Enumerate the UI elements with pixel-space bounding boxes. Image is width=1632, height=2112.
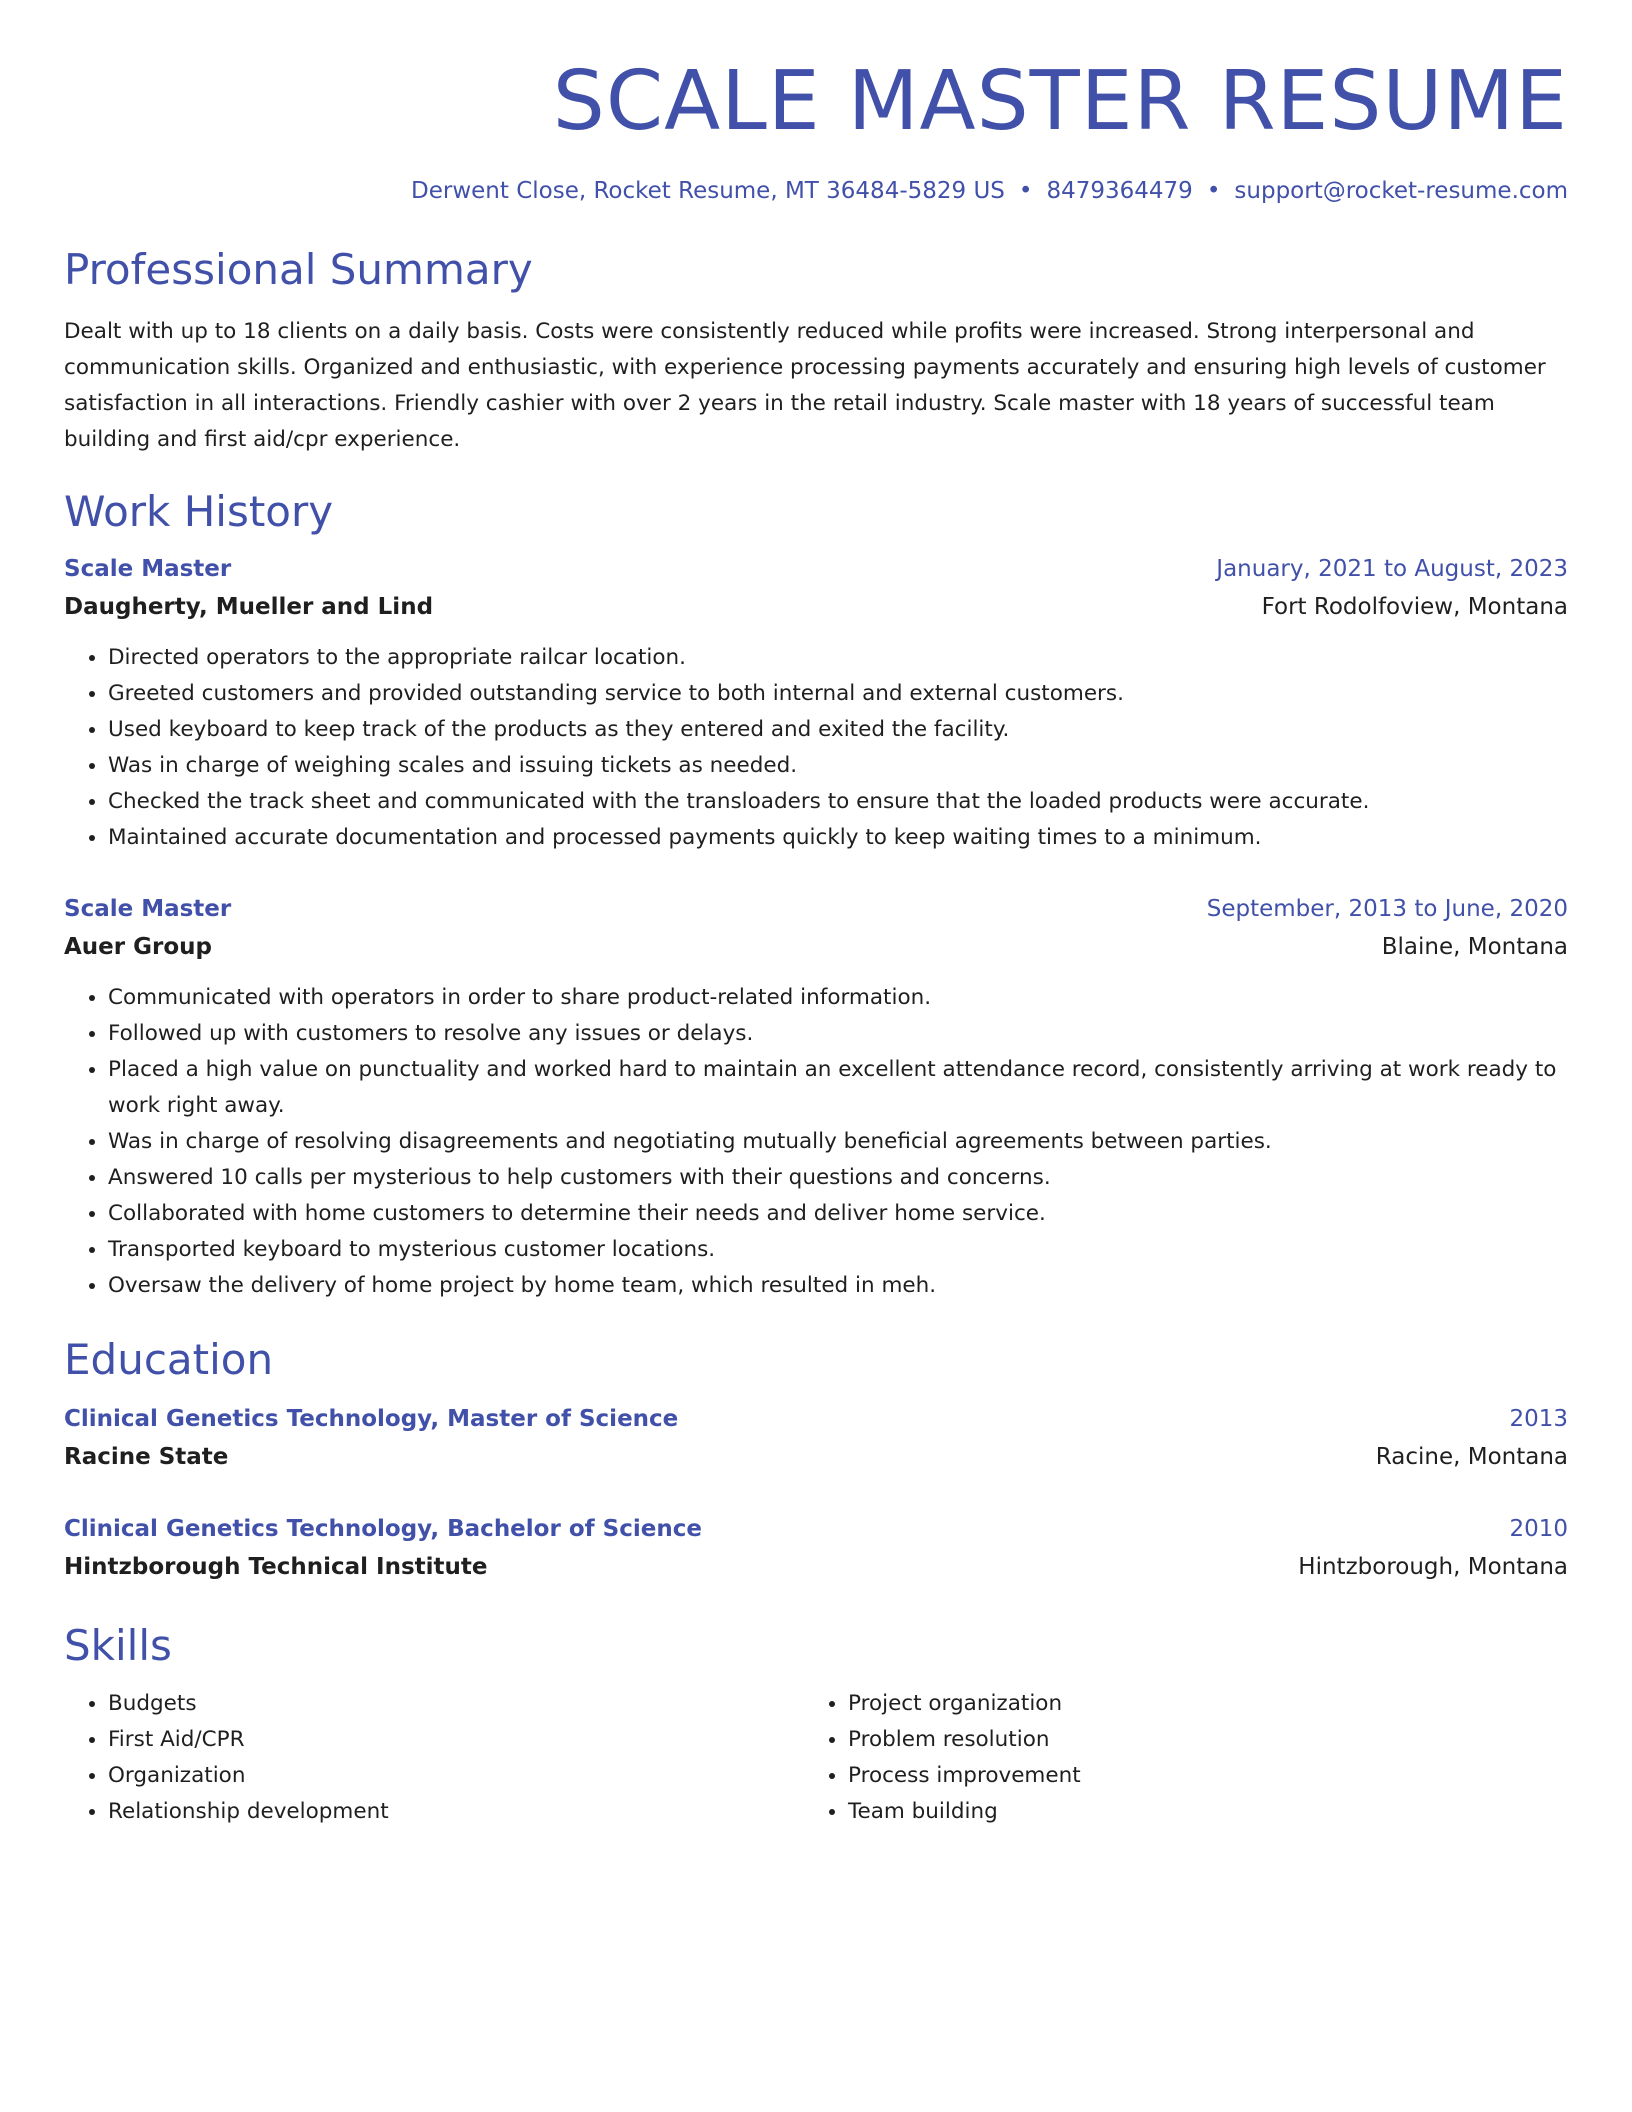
skill-item: • Relationship development — [108, 1794, 804, 1830]
section-title-skills: Skills — [64, 1621, 172, 1670]
job-entry — [64, 890, 1568, 1304]
contact-separator: • — [1018, 178, 1033, 204]
job-company: Daugherty, Mueller and Lind — [64, 594, 434, 620]
contact-email: support@rocket-resume.com — [1234, 178, 1568, 204]
job-bullet: • Transported keyboard to mysterious customer locations. — [108, 1232, 1568, 1268]
job-bullet: • Communicated with operators in order to share product-related information. — [108, 980, 1568, 1016]
job-bullet: • Maintained accurate documentation and processed payments quickly to keep waiting times to a minimum. — [108, 820, 1568, 856]
skill-item: • Budgets — [108, 1686, 804, 1722]
contact-line — [64, 176, 1568, 206]
skill-item: • Team building — [848, 1794, 1544, 1830]
job-company: Auer Group — [64, 934, 212, 960]
job-bullet: • Was in charge of weighing scales and issuing tickets as needed. — [108, 748, 1568, 784]
job-bullet: • Placed a high value on punctuality and worked hard to maintain an excellent attendance record, consistently arriving at work ready to work right away. — [108, 1052, 1568, 1124]
job-bullets — [64, 980, 1568, 1304]
skills-column-left — [64, 1686, 804, 1830]
education-location: Racine, Montana — [1375, 1444, 1568, 1470]
skill-item: • Problem resolution — [848, 1722, 1544, 1758]
job-bullet: • Checked the track sheet and communicated with the transloaders to ensure that the loaded products were accurate. — [108, 784, 1568, 820]
job-bullet: • Answered 10 calls per mysterious to help customers with their questions and concerns. — [108, 1160, 1568, 1196]
job-role: Scale Master — [64, 896, 232, 922]
skill-item: • Project organization — [848, 1686, 1544, 1722]
resume-page — [64, 0, 1568, 1830]
job-dates: January, 2021 to August, 2023 — [1216, 556, 1568, 582]
resume-name: SCALE MASTER RESUME — [552, 54, 1568, 149]
education-entry — [64, 1510, 1568, 1586]
education-school: Racine State — [64, 1444, 229, 1470]
education-entry — [64, 1400, 1568, 1476]
education-year: 2010 — [1509, 1516, 1568, 1542]
job-bullet: • Directed operators to the appropriate railcar location. — [108, 640, 1568, 676]
skills-column-right — [804, 1686, 1544, 1830]
job-bullet: • Collaborated with home customers to determine their needs and deliver home service. — [108, 1196, 1568, 1232]
job-bullet: • Greeted customers and provided outstanding service to both internal and external customers. — [108, 676, 1568, 712]
section-title-education: Education — [64, 1335, 274, 1384]
contact-address: Derwent Close, Rocket Resume, MT 36484-5829 US — [411, 178, 1005, 204]
contact-separator: • — [1206, 178, 1221, 204]
job-dates: September, 2013 to June, 2020 — [1206, 896, 1568, 922]
skills-list — [64, 1686, 1568, 1830]
summary-text: Dealt with up to 18 clients on a daily basis. Costs were consistently reduced while profits were increased. Strong interpersonal and communication skills. Organized and enthusiastic, with experience processing payments accurately and ensuring high levels of customer satisfaction in all interactions. Friendly cashier with over 2 years in the retail industry. Scale master with 18 years of successful team building and first aid/cpr experience. — [64, 319, 1546, 452]
job-role: Scale Master — [64, 556, 232, 582]
education-degree: Clinical Genetics Technology, Bachelor of Science — [64, 1516, 702, 1542]
education-degree: Clinical Genetics Technology, Master of Science — [64, 1406, 679, 1432]
education-school: Hintzborough Technical Institute — [64, 1554, 488, 1580]
section-title-summary: Professional Summary — [64, 245, 533, 294]
job-bullet: • Was in charge of resolving disagreements and negotiating mutually beneficial agreements between parties. — [108, 1124, 1568, 1160]
job-bullets — [64, 640, 1568, 856]
job-location: Fort Rodolfoview, Montana — [1261, 594, 1568, 620]
skill-item: • First Aid/CPR — [108, 1722, 804, 1758]
education-year: 2013 — [1509, 1406, 1568, 1432]
job-bullet: • Oversaw the delivery of home project by home team, which resulted in meh. — [108, 1268, 1568, 1304]
education-location: Hintzborough, Montana — [1298, 1554, 1568, 1580]
skill-item: • Organization — [108, 1758, 804, 1794]
job-location: Blaine, Montana — [1381, 934, 1568, 960]
job-bullet: • Followed up with customers to resolve any issues or delays. — [108, 1016, 1568, 1052]
contact-phone: 8479364479 — [1046, 178, 1193, 204]
skill-item: • Process improvement — [848, 1758, 1544, 1794]
job-bullet: • Used keyboard to keep track of the products as they entered and exited the facility. — [108, 712, 1568, 748]
section-title-work-history: Work History — [64, 487, 334, 536]
job-entry — [64, 550, 1568, 856]
